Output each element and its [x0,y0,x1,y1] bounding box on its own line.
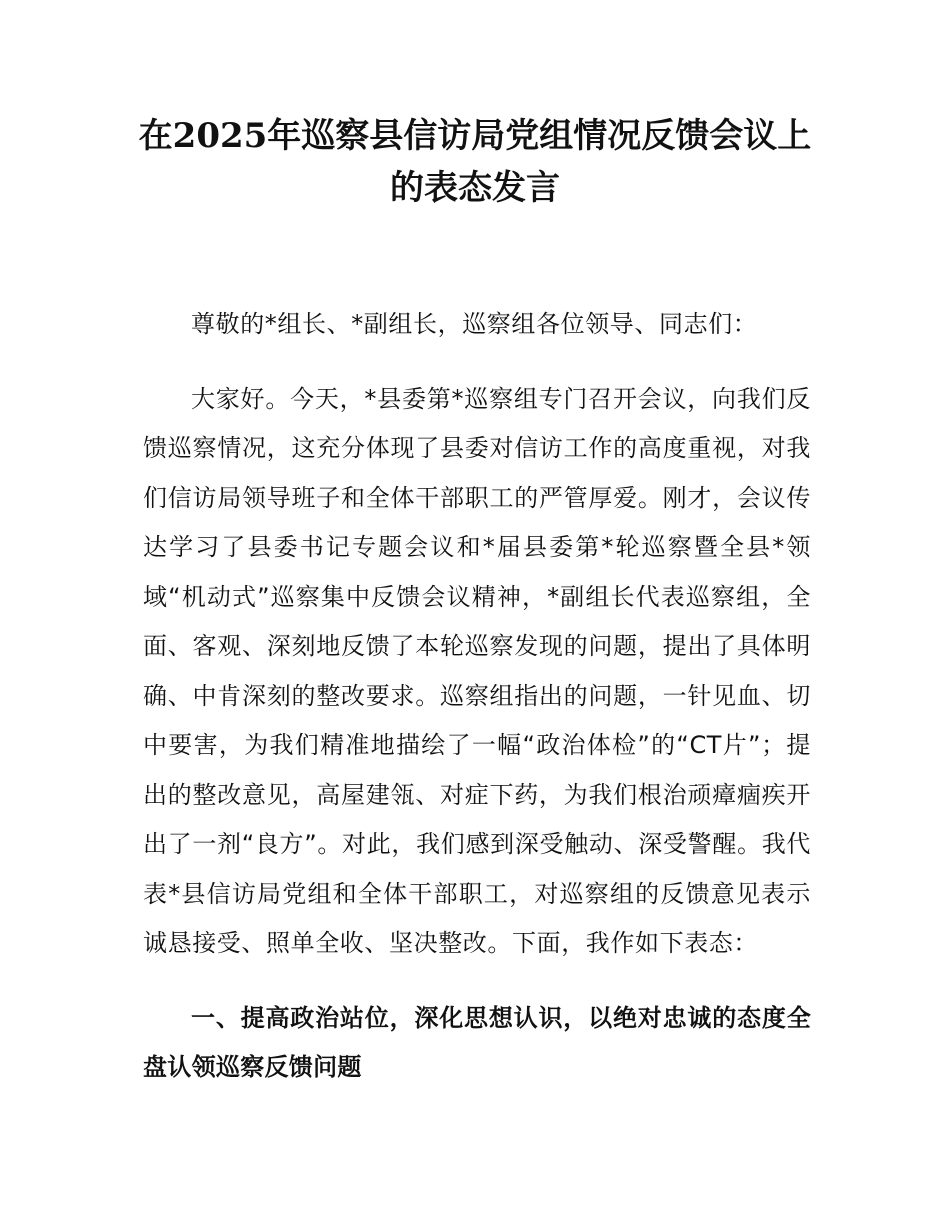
body-paragraph: 大家好。今天，*县委第*巡察组专门召开会议，向我们反馈巡察情况，这充分体现了县委对信访工作的高度重视，对我们信访局领导班子和全体干部职工的严管厚爱。刚才，会议传达学习了县委书记专题会议和*届县委第*轮巡察暨全县*领域“机动式”巡察集中反馈会议精神，*副组长代表巡察组，全面、客观、深刻地反馈了本轮巡察发现的问题，提出了具体明确、中肯深刻的整改要求。巡察组指出的问题，一针见血、切中要害，为我们精准地描绘了一幅“政治体检”的“CT片”；提出的整改意见，高屋建瓴、对症下药，为我们根治顽瘴痼疾开出了一剂“良方”。对此，我们感到深受触动、深受警醒。我代表*县信访局党组和全体干部职工，对巡察组的反馈意见表示诚恳接受、照单全收、坚决整改。下面，我作如下表态： [143,384,811,957]
section-heading: 一、提高政治站位，深化思想认识，以绝对忠诚的态度全盘认领巡察反馈问题 [143,1003,811,1081]
salutation: 尊敬的*组长、*副组长，巡察组各位领导、同志们： [191,310,758,338]
document-body [143,300,811,1093]
document-title: 在2025年巡察县信访局党组情况反馈会议上的表态发言 [138,116,812,208]
